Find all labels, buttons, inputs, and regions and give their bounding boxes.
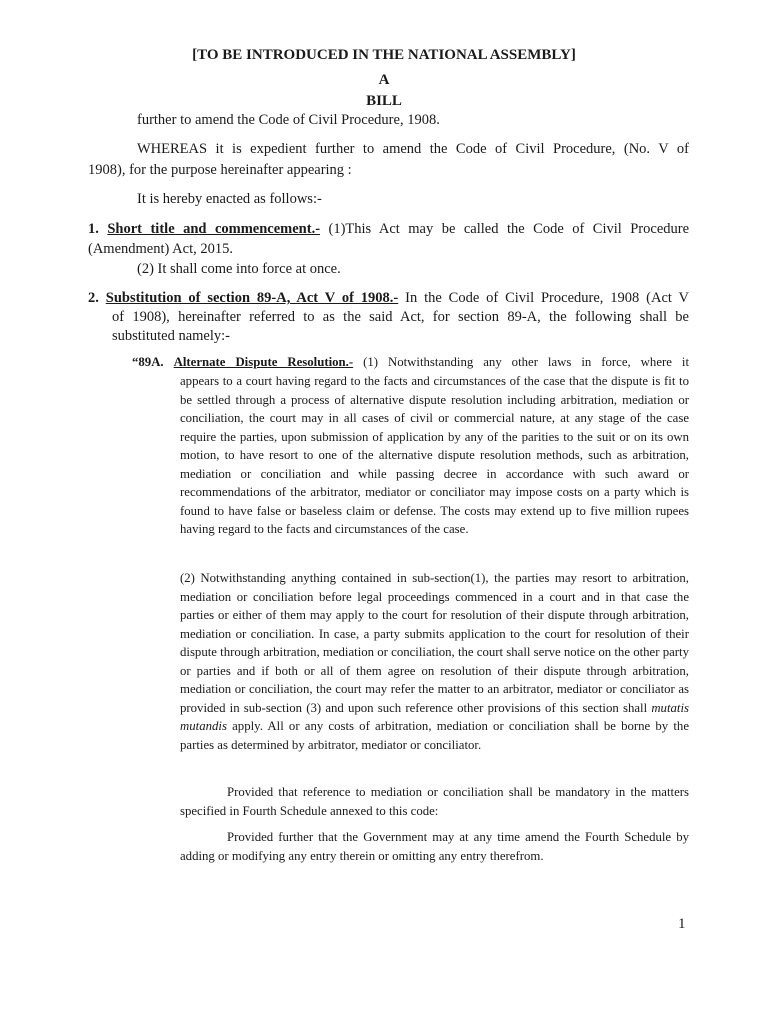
s89a-p2-text-b: apply. All or any costs of arbitration, mediation or conciliation shall be borne by the parties as determined by arbitrator, mediator or conciliator.	[180, 719, 690, 752]
s89a-proviso-1: Provided that reference to mediation or conciliation shall be mandatory in the matters specified in Fourth Schedule annexed to this code:	[180, 785, 689, 818]
section-1-number: 1.	[88, 221, 99, 237]
section-2-number: 2.	[88, 290, 99, 306]
s89a-heading: Alternate Dispute Resolution.-	[173, 355, 354, 369]
s89a-proviso-2: Provided further that the Government may at any time amend the Fourth Schedule by adding or modifying any entry therein or omitting any entry therefrom.	[180, 830, 689, 863]
page-number: 1	[678, 916, 686, 932]
s89a-line-1	[132, 353, 689, 372]
section-2-line-2: of 1908), hereinafter referred to as the said Act, for section 89-A, the following shall be	[112, 309, 689, 325]
s89a-p2-text-a: (2) Notwithstanding anything contained in sub-section(1), the parties may resort to arbitration, mediation or conciliation before legal proceedings commenced in a court and in that case the parties or either of them may apply to the court for resolution of their dispute through arbitration, mediation or conciliation. In case, a party submits application to the court for resolution of their dispute through arbitration, mediation or conciliation, the court shall serve notice on the other party or parties and if both or all of them agree on resolution of their dispute through arbitration, mediation or conciliation, the court may refer the matter to an arbitrator, mediator or conciliator as provided in sub-section (3) and upon such reference other provisions of this section shall	[180, 571, 689, 715]
s89a-p1-first: (1) Notwithstanding any other laws in force, where it	[363, 355, 690, 369]
s89a-paragraph-2	[180, 569, 689, 754]
section-1-line-2: (Amendment) Act, 2015.	[88, 241, 233, 257]
bill-purpose: further to amend the Code of Civil Procedure, 1908.	[137, 112, 440, 128]
heading-a: A	[378, 72, 390, 88]
section-2-line-1	[88, 290, 689, 307]
s89a-paragraph-1: appears to a court having regard to the facts and circumstances of the case that the dispute is fit to be settled through a process of alternative dispute resolution including arbitration, mediation or conciliation, the court may in all cases of civil or commercial nature, at any stage of the case require the parties, upon submission of application by any of the parities to the suit or on its own motion, to have resort to one of the alternative dispute resolution methods, such as arbitration, mediation or conciliation and while passing decree in accordance with such award or recommendations of the arbitrator, mediator or conciliator may impose costs on a party which is found to have false or baseless claim or defense. The costs may extend up to five million rupees having regard to the facts and circumstances of the case.	[180, 374, 689, 536]
section-2-text: In the Code of Civil Procedure, 1908 (Act V	[405, 290, 689, 306]
section-1-text: (1)This Act may be called the Code of Civil Procedure	[328, 221, 690, 237]
section-2-heading: Substitution of section 89-A, Act V of 1908.-	[105, 290, 399, 306]
whereas-line-1: WHEREAS it is expedient further to amend the Code of Civil Procedure, (No. V of	[137, 141, 689, 157]
section-1-sub-2: (2) It shall come into force at once.	[137, 261, 341, 277]
section-1-line-1	[88, 221, 689, 238]
section-2-line-3: substituted namely:-	[112, 328, 230, 344]
heading-bill: BILL	[366, 93, 402, 109]
section-1-heading: Short title and commencement.-	[107, 221, 321, 237]
intro-heading: [TO BE INTRODUCED IN THE NATIONAL ASSEMBLY]	[192, 47, 576, 63]
whereas-line-2: 1908), for the purpose hereinafter appearing :	[88, 162, 352, 178]
s89a-label: “89A.	[132, 355, 164, 369]
enacting-clause: It is hereby enacted as follows:-	[137, 191, 322, 207]
s89a-p2-italic: mutatis mutandis	[180, 700, 689, 733]
